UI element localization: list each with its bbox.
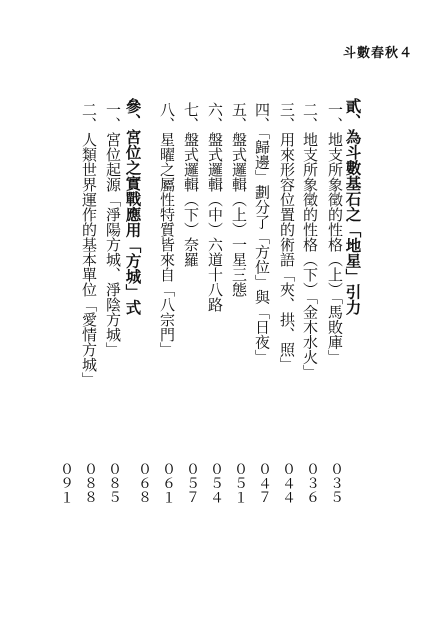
toc-section-heading: 參、宮位之實戰應用「方城」式 [123,98,143,315]
toc-page-number: ０６１ [160,462,176,504]
toc-page-number: ０３５ [328,462,344,504]
toc-entry: 一、地支所象徵的性格（上）「馬敗庫」 [326,102,344,365]
toc-entry: 一、宮位起源「淨陽方城、淨陰方城」 [104,102,122,357]
running-head: 斗數春秋４ [342,46,413,61]
toc-entry: 四、「歸邊」劃分了「方位」與「日夜」 [253,102,271,365]
toc-entry: 八、星曜之屬性特質皆來自「八宗門」 [158,102,176,357]
toc-entry: 二、地支所象徵的性格（下）「金木水火」 [301,102,319,380]
toc-page-number: ０５７ [184,462,200,504]
toc-entry: 六、盤式邏輯（中）六道十八路 [206,102,224,312]
toc-page-number: ０４７ [256,462,272,504]
toc-page-number: ０８５ [106,462,122,504]
toc-page-number: ０４４ [280,462,296,504]
toc-entry: 二、人類世界運作的基本單位「愛情方城」 [80,102,98,387]
toc-page-number: ０５１ [232,462,248,504]
toc-entry: 七、盤式邏輯（下）奈羅 [182,102,200,267]
toc-entry: 三、用來形容位置的術語「夾、拱、照」 [278,102,296,372]
toc-page-number: ０９１ [58,462,74,504]
toc-page-number: ０６８ [136,462,152,504]
toc-entry: 五、盤式邏輯（上）一星三態 [230,102,248,297]
toc-section-heading: 貳、為斗數基石之「地星」引力 [343,98,363,315]
toc-page-number: ０５４ [208,462,224,504]
toc-page-number: ０３６ [304,462,320,504]
toc-page-number: ０８８ [82,462,98,504]
